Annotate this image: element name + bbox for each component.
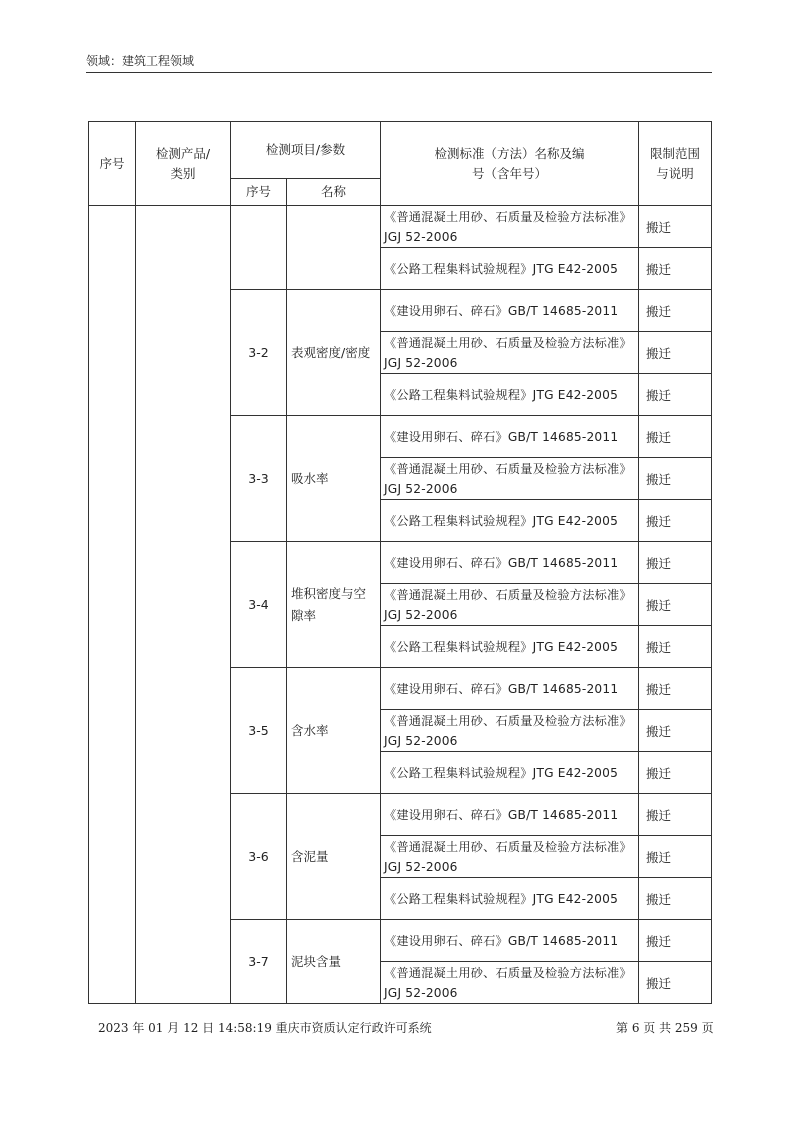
standard-cell: 《公路工程集料试验规程》JTG E42-2005 [381, 878, 639, 920]
limit-cell: 搬迁 [639, 794, 712, 836]
standard-cell: 《公路工程集料试验规程》JTG E42-2005 [381, 248, 639, 290]
standard-cell: 《普通混凝土用砂、石质量及检验方法标准》JGJ 52-2006 [381, 206, 639, 248]
item-name-cell: 表观密度/密度 [287, 290, 381, 416]
limit-cell: 搬迁 [639, 920, 712, 962]
limit-cell: 搬迁 [639, 668, 712, 710]
standard-cell: 《公路工程集料试验规程》JTG E42-2005 [381, 626, 639, 668]
item-seq-cell: 3-3 [231, 416, 287, 542]
item-seq-cell: 3-7 [231, 920, 287, 1004]
limit-cell: 搬迁 [639, 248, 712, 290]
row-seq-cell [89, 206, 136, 1004]
header-product: 检测产品/类别 [136, 122, 231, 206]
limit-cell: 搬迁 [639, 416, 712, 458]
standard-cell: 《建设用卵石、碎石》GB/T 14685-2011 [381, 416, 639, 458]
standard-cell: 《公路工程集料试验规程》JTG E42-2005 [381, 500, 639, 542]
page-header-domain: 领域：建筑工程领域 [86, 54, 195, 68]
limit-cell: 搬迁 [639, 626, 712, 668]
header-item: 检测项目/参数 [231, 122, 381, 179]
standard-cell: 《公路工程集料试验规程》JTG E42-2005 [381, 374, 639, 416]
standard-cell: 《建设用卵石、碎石》GB/T 14685-2011 [381, 920, 639, 962]
item-name-cell [287, 206, 381, 290]
limit-cell: 搬迁 [639, 962, 712, 1004]
header-seq: 序号 [89, 122, 136, 206]
limit-cell: 搬迁 [639, 584, 712, 626]
header-standard: 检测标准（方法）名称及编号（含年号） [381, 122, 639, 206]
limit-cell: 搬迁 [639, 332, 712, 374]
footer-timestamp-system: 2023 年 01 月 12 日 14:58:19 重庆市资质认定行政许可系统 [98, 1021, 432, 1035]
limit-cell: 搬迁 [639, 878, 712, 920]
limit-cell: 搬迁 [639, 500, 712, 542]
header-item-seq: 序号 [231, 179, 287, 206]
item-seq-cell [231, 206, 287, 290]
header-divider [86, 72, 712, 73]
footer-page-number: 第 6 页 共 259 页 [616, 1021, 714, 1035]
standard-cell: 《建设用卵石、碎石》GB/T 14685-2011 [381, 542, 639, 584]
row-product-cell [136, 206, 231, 1004]
standard-cell: 《公路工程集料试验规程》JTG E42-2005 [381, 752, 639, 794]
standard-cell: 《普通混凝土用砂、石质量及检验方法标准》JGJ 52-2006 [381, 458, 639, 500]
header-item-name: 名称 [287, 179, 381, 206]
item-name-cell: 泥块含量 [287, 920, 381, 1004]
limit-cell: 搬迁 [639, 542, 712, 584]
limit-cell: 搬迁 [639, 752, 712, 794]
item-name-cell: 含泥量 [287, 794, 381, 920]
standard-cell: 《普通混凝土用砂、石质量及检验方法标准》JGJ 52-2006 [381, 836, 639, 878]
table-body [89, 206, 712, 1004]
item-seq-cell: 3-6 [231, 794, 287, 920]
standard-cell: 《建设用卵石、碎石》GB/T 14685-2011 [381, 290, 639, 332]
standard-cell: 《普通混凝土用砂、石质量及检验方法标准》JGJ 52-2006 [381, 332, 639, 374]
limit-cell: 搬迁 [639, 710, 712, 752]
standard-cell: 《建设用卵石、碎石》GB/T 14685-2011 [381, 794, 639, 836]
limit-cell: 搬迁 [639, 458, 712, 500]
item-seq-cell: 3-4 [231, 542, 287, 668]
header-limit: 限制范围与说明 [639, 122, 712, 206]
table-row [89, 206, 712, 248]
limit-cell: 搬迁 [639, 836, 712, 878]
item-seq-cell: 3-5 [231, 668, 287, 794]
standard-cell: 《普通混凝土用砂、石质量及检验方法标准》JGJ 52-2006 [381, 962, 639, 1004]
item-name-cell: 堆积密度与空隙率 [287, 542, 381, 668]
limit-cell: 搬迁 [639, 374, 712, 416]
accreditation-table [88, 121, 712, 1004]
standard-cell: 《普通混凝土用砂、石质量及检验方法标准》JGJ 52-2006 [381, 584, 639, 626]
item-seq-cell: 3-2 [231, 290, 287, 416]
standard-cell: 《建设用卵石、碎石》GB/T 14685-2011 [381, 668, 639, 710]
limit-cell: 搬迁 [639, 290, 712, 332]
item-name-cell: 含水率 [287, 668, 381, 794]
limit-cell: 搬迁 [639, 206, 712, 248]
item-name-cell: 吸水率 [287, 416, 381, 542]
standard-cell: 《普通混凝土用砂、石质量及检验方法标准》JGJ 52-2006 [381, 710, 639, 752]
